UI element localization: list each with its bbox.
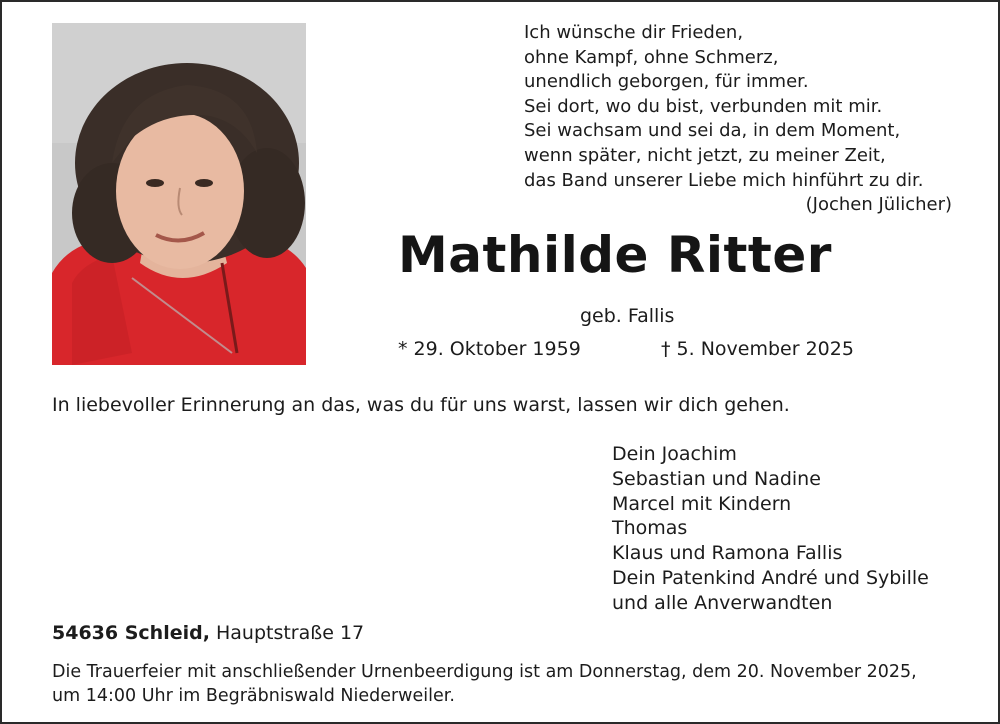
poem-line: Sei wachsam und sei da, in dem Moment, <box>524 120 901 142</box>
address-street: Hauptstraße 17 <box>215 622 365 644</box>
mourner-name: Thomas <box>612 517 688 540</box>
funeral-info <box>52 661 917 708</box>
mourner-name: Dein Joachim <box>612 443 737 465</box>
poem-line: unendlich geborgen, für immer. <box>524 71 809 93</box>
mourner-name: und alle Anverwandten <box>612 591 833 614</box>
birth-date: * 29. Oktober 1959 <box>398 338 581 360</box>
death-date: † 5. November 2025 <box>661 338 854 360</box>
portrait-image <box>52 23 306 365</box>
mourner-name: Dein Patenkind André und Sybille <box>612 566 929 589</box>
poem <box>524 21 964 218</box>
memory-text: In liebevoller Erinnerung an das, was du für uns warst, lassen wir dich gehen. <box>52 394 790 416</box>
deceased-name: Mathilde Ritter <box>398 226 832 284</box>
funeral-line: Die Trauerfeier mit anschließender Urnenbeerdigung ist am Donnerstag, dem 20. November 2025, <box>52 662 917 682</box>
poem-line: Sei dort, wo du bist, verbunden mit mir. <box>524 95 883 117</box>
poem-line: das Band unserer Liebe mich hinführt zu dir. <box>524 169 924 191</box>
address <box>52 622 364 644</box>
mourners-list <box>612 442 929 616</box>
poem-line: ohne Kampf, ohne Schmerz, <box>524 46 779 68</box>
mourner-name: Sebastian und Nadine <box>612 467 821 490</box>
funeral-line: um 14:00 Uhr im Begräbniswald Niederweiler. <box>52 685 455 706</box>
portrait-photo <box>52 23 306 365</box>
maiden-name: geb. Fallis <box>580 305 675 327</box>
address-city: 54636 Schleid, <box>52 622 210 644</box>
mourner-name: Klaus und Ramona Fallis <box>612 542 843 565</box>
mourner-name: Marcel mit Kindern <box>612 492 792 515</box>
poem-line: Ich wünsche dir Frieden, <box>524 22 744 43</box>
poem-author: (Jochen Jülicher) <box>805 194 952 216</box>
poem-line: wenn später, nicht jetzt, zu meiner Zeit, <box>524 144 886 166</box>
